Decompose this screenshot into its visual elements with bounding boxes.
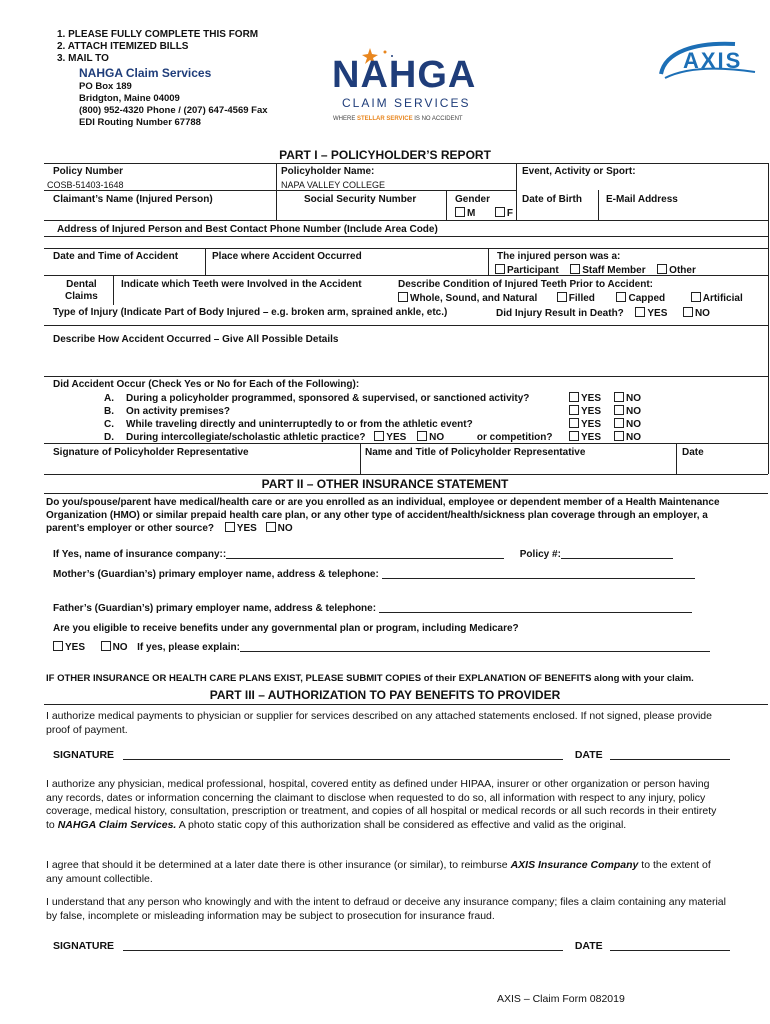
other-insurance-question: Do you/spouse/parent have medical/health care or are you enrolled as an individual, employee or dependent member of a Health Maintenance Organization (HMO) or similar prepaid health care plan, or any other type of accident/health/sickness plan coverage through an employer, a parent’s employer or other source? YES NO <box>46 497 720 534</box>
gender-f-checkbox[interactable] <box>495 207 505 217</box>
instruction-3: 3. MAIL TO <box>57 53 109 64</box>
address-line: EDI Routing Number 67788 <box>79 117 201 128</box>
occur-no-column: NO NO NO NO <box>614 392 641 444</box>
insurance-company-row: If Yes, name of insurance company:: Policy #: <box>53 548 673 560</box>
ssn-label: Social Security Number <box>304 194 417 205</box>
gender-label: Gender <box>455 194 491 205</box>
artificial-checkbox[interactable] <box>691 292 701 302</box>
question-c-no-checkbox[interactable] <box>614 418 624 428</box>
eligible-row: YES NO If yes, please explain: <box>53 641 710 653</box>
date-field-1[interactable] <box>610 749 730 760</box>
other-insurance-no-checkbox[interactable] <box>266 522 276 532</box>
whole-checkbox[interactable] <box>398 292 408 302</box>
capped-checkbox[interactable] <box>616 292 626 302</box>
death-yes-checkbox[interactable] <box>635 307 645 317</box>
role-options: Participant Staff Member Other <box>495 264 696 276</box>
form-footer: AXIS – Claim Form 082019 <box>497 993 625 1005</box>
nahga-logo <box>330 44 490 126</box>
name-title-label: Name and Title of Policyholder Representative <box>365 447 586 458</box>
policy-number-label: Policy Number <box>53 166 124 177</box>
question-b-yes-checkbox[interactable] <box>569 405 579 415</box>
gender-m-checkbox[interactable] <box>455 207 465 217</box>
injury-type-label: Type of Injury (Indicate Part of Body Injured – e.g. broken arm, sprained ankle, etc.) <box>53 307 448 318</box>
mailing-address <box>79 81 268 129</box>
staff-checkbox[interactable] <box>570 264 580 274</box>
eligible-label: Are you eligible to receive benefits under any governmental plan or program, including Medicare? <box>53 623 519 634</box>
address-line: (800) 952-4320 Phone / (207) 647-4569 Fax <box>79 105 268 116</box>
fraud-warning: I understand that any person who knowingly and with the intent to defraud or deceive any insurance company; files a claim containing any material by false, incomplete or misleading information may be subject to prosecution for insurance fraud. <box>46 896 726 922</box>
company-name: NAHGA Claim Services <box>79 66 212 80</box>
teeth-label: Indicate which Teeth were Involved in the Accident <box>121 279 362 290</box>
explain-field[interactable] <box>240 641 710 652</box>
question-d: D. During intercollegiate/scholastic athletic practice? YES NO or competition? <box>104 432 553 443</box>
eob-notice: IF OTHER INSURANCE OR HEALTH CARE PLANS EXIST, PLEASE SUBMIT COPIES of their EXPLANATION OF BENEFITS along with your claim. <box>46 673 694 684</box>
question-d-yes-checkbox[interactable] <box>569 431 579 441</box>
death-question: Did Injury Result in Death? YES NO <box>496 308 710 319</box>
practice-no-checkbox[interactable] <box>417 431 427 441</box>
email-label: E-Mail Address <box>606 194 678 205</box>
authorization-paragraph-1: I authorize medical payments to physician or supplier for services described on any attached statements enclosed. If not signed, please provide proof of payment. <box>46 710 712 736</box>
mother-employer-field[interactable] <box>382 568 695 579</box>
other-insurance-yes-checkbox[interactable] <box>225 522 235 532</box>
nahga-tagline: WHERE STELLAR SERVICE IS NO ACCIDENT <box>333 116 463 122</box>
date-time-label: Date and Time of Accident <box>53 251 179 262</box>
question-a: A. During a policyholder programmed, sponsored & supervised, or sanctioned activity? <box>104 393 530 404</box>
dental-claims-label: Dental Claims <box>65 279 98 302</box>
eligible-no-checkbox[interactable] <box>101 641 111 651</box>
dob-label: Date of Birth <box>522 194 582 205</box>
axis-logo <box>655 38 760 83</box>
question-a-no-checkbox[interactable] <box>614 392 624 402</box>
mail-instructions <box>57 29 258 65</box>
mother-employer-row: Mother’s (Guardian’s) primary employer name, address & telephone: <box>53 568 695 580</box>
injured-was-label: The injured person was a: <box>497 251 621 262</box>
signature-row-2: SIGNATURE DATE <box>53 940 730 952</box>
axis-wordmark: AXIS <box>683 48 743 73</box>
claimant-label: Claimant’s Name (Injured Person) <box>53 194 213 205</box>
did-occur-label: Did Accident Occur (Check Yes or No for Each of the Following): <box>53 379 360 390</box>
event-label: Event, Activity or Sport: <box>522 166 636 177</box>
signature-field-1[interactable] <box>123 749 563 760</box>
part1-date-label: Date <box>682 447 704 458</box>
nahga-subtitle: CLAIM SERVICES <box>342 96 471 110</box>
eligible-yes-checkbox[interactable] <box>53 641 63 651</box>
practice-yes-checkbox[interactable] <box>374 431 384 441</box>
condition-options: Whole, Sound, and Natural Filled Capped Artificial <box>398 292 743 304</box>
describe-label: Describe How Accident Occurred – Give All Possible Details <box>53 334 339 345</box>
condition-label: Describe Condition of Injured Teeth Prior to Accident: <box>398 279 654 290</box>
death-no-checkbox[interactable] <box>683 307 693 317</box>
question-c: C. While traveling directly and uninterruptedly to or from the athletic event? <box>104 419 473 430</box>
part1-title: PART I – POLICYHOLDER’S REPORT <box>279 148 491 162</box>
part3-title: PART III – AUTHORIZATION TO PAY BENEFITS TO PROVIDER <box>209 688 561 702</box>
address-label: Address of Injured Person and Best Contact Phone Number (Include Area Code) <box>57 224 438 235</box>
occur-yes-column: YES YES YES YES <box>569 392 601 444</box>
authorization-paragraph-2: I authorize any physician, medical professional, hospital, covered entity as defined under HIPAA, insurer or other organization or person having any records, dates or information concerning the claimant to disclose when requested to do so, all information with respect to any injury, policy coverage, medical history, consultation, prescription or treatment, and copies of all hospital or medical records or all such records in their entirety to NAHGA Claim Services. A photo static copy of this authorization shall be considered as effective and valid as the original. <box>46 778 717 831</box>
policyholder-name-value[interactable]: NAPA VALLEY COLLEGE <box>281 180 386 190</box>
participant-checkbox[interactable] <box>495 264 505 274</box>
father-employer-row: Father’s (Guardian’s) primary employer name, address & telephone: <box>53 602 692 614</box>
policy-number-field[interactable] <box>561 548 673 559</box>
question-b: B. On activity premises? <box>104 406 230 417</box>
nahga-wordmark: NAHGA <box>332 54 477 96</box>
signature-field-2[interactable] <box>123 940 563 951</box>
policyholder-name-label: Policyholder Name: <box>281 166 375 177</box>
policy-number-value[interactable]: COSB-51403-1648 <box>47 180 124 190</box>
authorization-paragraph-3: I agree that should it be determined at a later date there is other insurance (or similar), to reimburse AXIS Insurance Company to the extent of any amount collectible. <box>46 859 711 885</box>
gender-options: M F <box>455 207 513 219</box>
father-employer-field[interactable] <box>379 602 692 613</box>
part2-title: PART II – OTHER INSURANCE STATEMENT <box>261 477 509 491</box>
question-c-yes-checkbox[interactable] <box>569 418 579 428</box>
instruction-1: 1. PLEASE FULLY COMPLETE THIS FORM <box>57 29 259 40</box>
other-checkbox[interactable] <box>657 264 667 274</box>
question-b-no-checkbox[interactable] <box>614 405 624 415</box>
question-a-yes-checkbox[interactable] <box>569 392 579 402</box>
signature-row-1: SIGNATURE DATE <box>53 749 730 761</box>
question-d-no-checkbox[interactable] <box>614 431 624 441</box>
date-field-2[interactable] <box>610 940 730 951</box>
instruction-2: 2. ATTACH ITEMIZED BILLS <box>57 41 189 52</box>
insurance-company-field[interactable] <box>226 548 504 559</box>
address-line: PO Box 189 <box>79 81 132 92</box>
occur-questions <box>104 392 552 444</box>
policyholder-signature-label: Signature of Policyholder Representative <box>53 447 249 458</box>
address-line: Bridgton, Maine 04009 <box>79 93 180 104</box>
filled-checkbox[interactable] <box>557 292 567 302</box>
place-label: Place where Accident Occurred <box>212 251 362 262</box>
